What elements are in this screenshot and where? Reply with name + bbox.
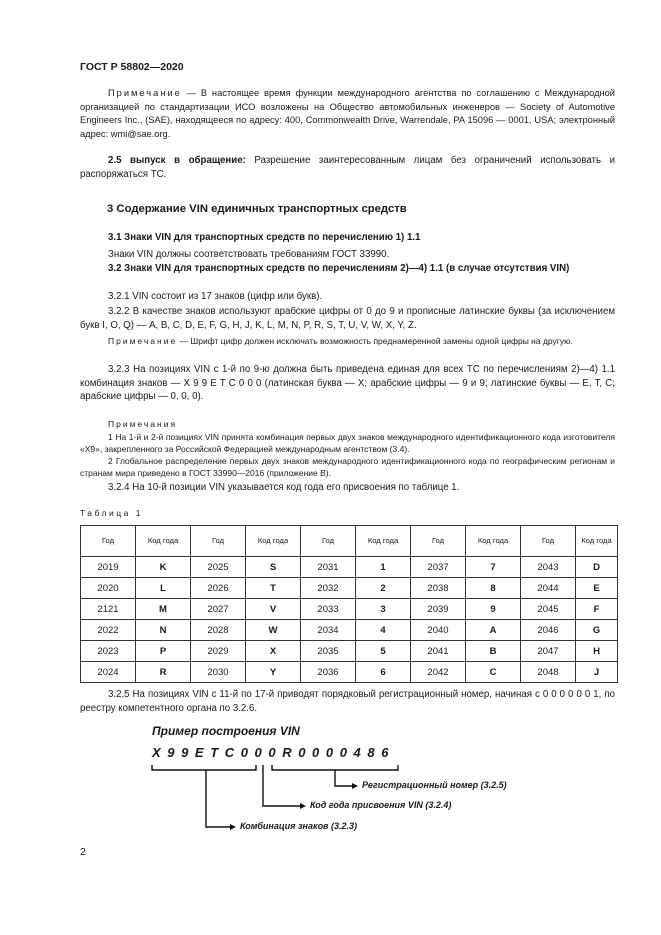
code-cell: R [136,662,191,683]
leader-combination [206,770,230,827]
leader-registration [335,770,352,786]
year-cell: 2024 [81,662,136,683]
header-code: Код года [356,526,411,557]
note-text: — Шрифт цифр должен исключать возможность преднамеренной замены одной цифры на другую. [177,336,573,346]
year-cell: 2022 [81,620,136,641]
bracket-combination [152,765,256,770]
year-cell: 2048 [521,662,576,683]
header-year: Год [301,526,356,557]
year-cell: 2047 [521,641,576,662]
label-registration-number: Регистрационный номер (3.2.5) [362,780,507,790]
year-cell: 2039 [411,599,466,620]
code-cell: 8 [466,578,521,599]
code-cell: N [136,620,191,641]
code-cell: F [576,599,618,620]
year-cell: 2019 [81,557,136,578]
code-cell: G [576,620,618,641]
term-2-5: 2.5 выпуск в обращение: [108,155,246,166]
arrow-registration [352,783,358,789]
year-cell: 2027 [191,599,246,620]
year-cell: 2041 [411,641,466,662]
leader-year [263,765,300,806]
label-combination: Комбинация знаков (3.2.3) [240,821,358,831]
clause-3-2-1: 3.2.1 VIN состоит из 17 знаков (цифр или букв). [108,291,323,302]
year-cell: 2121 [81,599,136,620]
code-cell: 3 [356,599,411,620]
year-cell: 2031 [301,557,356,578]
year-cell: 2045 [521,599,576,620]
arrow-year [300,803,306,809]
table-caption: Таблица 1 [80,508,143,518]
header-code: Код года [246,526,301,557]
header-code: Код года [466,526,521,557]
code-cell: A [466,620,521,641]
year-cell: 2038 [411,578,466,599]
code-cell: 5 [356,641,411,662]
note-label: Примечание [108,88,182,98]
example-title: Пример построения VIN [152,724,300,738]
page-number: 2 [80,846,86,858]
header-year: Год [521,526,576,557]
header-year: Год [191,526,246,557]
label-year-code: Код года присвоения VIN (3.2.4) [310,800,452,810]
clause-3-2-5: 3.2.5 На позициях VIN с 11-й по 17-й приводят порядковый регистрационный номер, начиная с 0 0 0 0 0 0 1, по реестру компетентного органа по 3.2.6. [80,689,615,714]
clause-3-2-4: 3.2.4 На 10-й позиции VIN указывается код года его присвоения по таблице 1. [108,482,460,493]
section-title: 3 Содержание VIN единичных транспортных средств [107,203,407,215]
note-text: — В настоящее время функции международного агентства по соглашению с Международной организацией по стандартизации ИСО возложены на Общество автомобильных инженеров — Society of Automotive Engineers Inc., (SAE), находящееся по адресу: 400, Commonwealth Drive, Warrendale, PA 15096 — 0001, USA; электронный адрес: wmi@sae.org. [80,88,615,140]
clause-3-2-2: 3.2.2 В качестве знаков используют арабские цифры от 0 до 9 и прописные латинские буквы (за исключением букв I, O, Q) — A, B, C, D, E, F, G, H, J, K, L, M, N, P, R, S, T, U, V, W, X, Y, Z. [80,306,615,331]
header-code: Код года [136,526,191,557]
subsection-3-1-title: 3.1 Знаки VIN для транспортных средств по перечислению 1) 1.1 [108,232,421,243]
code-cell: X [246,641,301,662]
code-cell: 4 [356,620,411,641]
year-cell: 2036 [301,662,356,683]
year-cell: 2032 [301,578,356,599]
code-cell: 7 [466,557,521,578]
year-cell: 2044 [521,578,576,599]
subsection-3-2-title: 3.2 Знаки VIN для транспортных средств по перечислениям 2)—4) 1.1 (в случае отсутствия VIN) [108,263,570,274]
header-year: Год [411,526,466,557]
clause-3-2-3: 3.2.3 На позициях VIN с 1-й по 9-ю должна быть приведена единая для всех ТС по перечислениям 2)—4) 1.1 комбинация знаков — X 9 9 E T C 0 0 0 (латинская буква — X; арабские цифры — 9 и 9; латинские буквы — E, T, C; арабские цифры — 0, 0, 0). [80,364,615,403]
definition-2-5: Разрешение заинтересованным лицам без ограничений использовать и распоряжаться ТС. [80,155,615,180]
note-label: Примечание [108,336,178,346]
year-cell: 2028 [191,620,246,641]
code-cell: K [136,557,191,578]
code-cell: B [466,641,521,662]
subsection-3-1-text: Знаки VIN должны соответствовать требованиям ГОСТ 33990. [108,249,390,260]
code-cell: J [576,662,618,683]
year-cell: 2030 [191,662,246,683]
year-cell: 2046 [521,620,576,641]
year-cell: 2037 [411,557,466,578]
notes-label: Примечания [108,419,178,429]
arrow-combination [230,824,236,830]
code-cell: 1 [356,557,411,578]
year-cell: 2042 [411,662,466,683]
year-cell: 2029 [191,641,246,662]
code-cell: W [246,620,301,641]
code-cell: S [246,557,301,578]
code-cell: 9 [466,599,521,620]
code-cell: T [246,578,301,599]
year-cell: 2023 [81,641,136,662]
code-cell: V [246,599,301,620]
year-cell: 2033 [301,599,356,620]
header-code: Код года [576,526,618,557]
code-cell: L [136,578,191,599]
note-1: 1 На 1-й и 2-й позициях VIN принята комбинация первых двух знаков международного идентификационного кода изготовителя «X9», закрепленного за Российской Федерацией международным агентством (3.4). [80,432,615,455]
code-cell: 2 [356,578,411,599]
year-cell: 2043 [521,557,576,578]
code-cell: M [136,599,191,620]
code-cell: C [466,662,521,683]
year-cell: 2020 [81,578,136,599]
code-cell: Y [246,662,301,683]
year-cell: 2025 [191,557,246,578]
bracket-registration [272,765,398,770]
year-cell: 2034 [301,620,356,641]
vin-example: X99ETC000R0000486 [152,745,396,760]
note-2: 2 Глобальное распределение первых двух знаков международного идентификационного кода по географическим регионам и странам мира приведено в ГОСТ 33990—2016 (приложение В). [80,456,615,479]
code-cell: D [576,557,618,578]
year-cell: 2040 [411,620,466,641]
code-cell: P [136,641,191,662]
year-cell: 2026 [191,578,246,599]
year-cell: 2035 [301,641,356,662]
code-cell: E [576,578,618,599]
document-header: ГОСТ Р 58802—2020 [80,61,184,73]
code-cell: H [576,641,618,662]
code-cell: 6 [356,662,411,683]
header-year: Год [81,526,136,557]
